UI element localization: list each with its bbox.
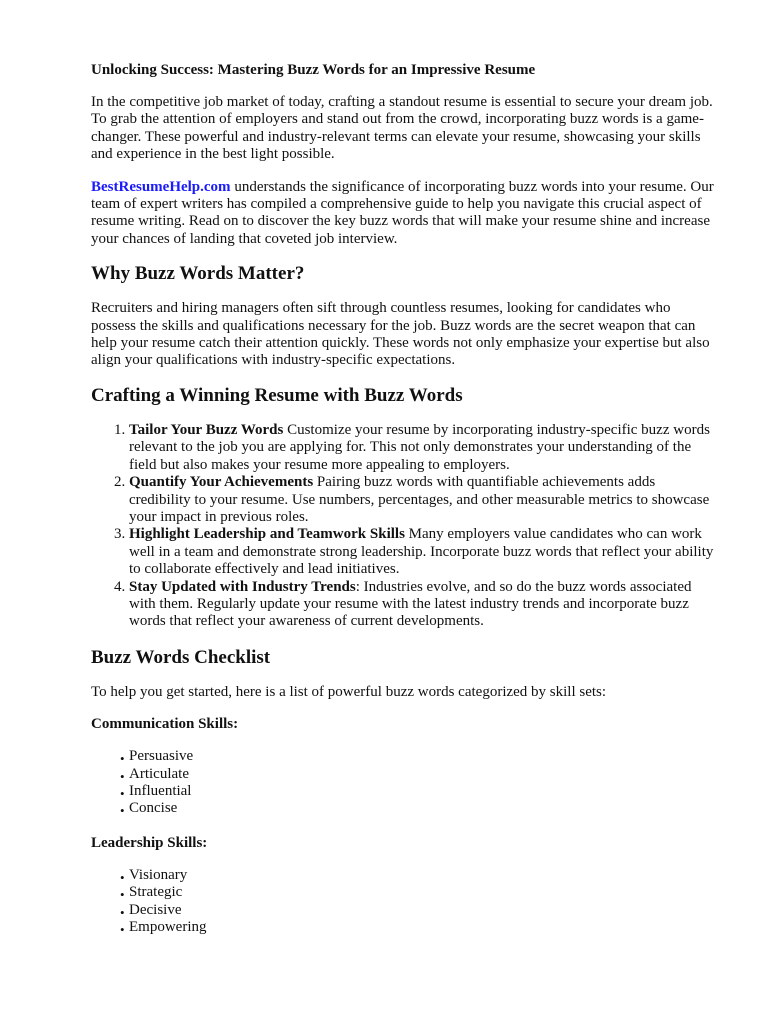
checklist-heading: Buzz Words Checklist <box>91 646 271 668</box>
crafting-heading: Crafting a Winning Resume with Buzz Words <box>91 384 463 406</box>
list-item <box>129 579 716 631</box>
list-item: • Decisive <box>129 902 716 919</box>
checklist-intro: To help you get started, here is a list of powerful buzz words categorized by skill sets: <box>91 683 607 700</box>
communication-heading: Communication Skills: <box>91 716 239 733</box>
list-item <box>129 422 716 474</box>
list-item: • Empowering <box>129 919 716 936</box>
company-link[interactable]: BestResumeHelp.com <box>91 178 231 195</box>
list-item-text: : Industries evolve, and so do the buzz words associated with them. Regularly update your resume with the latest industry trends and incorporate buzz words that reflect your awareness of current developments. <box>129 578 692 630</box>
list-item <box>129 526 716 578</box>
list-item: • Visionary <box>129 867 716 884</box>
company-paragraph-text: understands the significance of incorporating buzz words into your resume. Our team of expert writers has compiled a comprehensive guide to help you navigate this crucial aspect of resume writing. Read on to discover the key buzz words that will make your resume shine and increase your chances of landing that coveted job interview. <box>91 178 714 247</box>
company-paragraph <box>91 179 716 249</box>
leadership-list <box>91 867 716 937</box>
list-item <box>129 474 716 526</box>
communication-list <box>91 748 716 818</box>
list-item-text: Pairing buzz words with quantifiable achievements adds credibility to your resume. Use numbers, percentages, and other measurable metrics to showcase your impact in previous roles. <box>129 474 710 525</box>
document-title: Unlocking Success: Mastering Buzz Words for an Impressive Resume <box>91 62 536 78</box>
leadership-heading: Leadership Skills: <box>91 834 208 851</box>
list-item: • Articulate <box>129 766 716 783</box>
list-item-title: Stay Updated with Industry Trends <box>129 578 356 595</box>
list-item-title: Tailor Your Buzz Words <box>129 421 284 438</box>
list-item: • Strategic <box>129 884 716 901</box>
list-item-text: Many employers value candidates who can work well in a team and demonstrate strong leadership. Incorporate buzz words that reflect your ability to collaborate effectively and lead initiatives. <box>129 526 714 578</box>
list-item-title: Highlight Leadership and Teamwork Skills <box>129 526 405 543</box>
list-item: • Influential <box>129 783 716 800</box>
why-heading: Why Buzz Words Matter? <box>91 263 305 285</box>
list-item: • Concise <box>129 800 716 817</box>
why-paragraph: Recruiters and hiring managers often sift through countless resumes, looking for candidates who possess the skills and qualifications necessary for the job. Buzz words are the secret weapon that can help your resume catch their attention quickly. These words not only emphasize your expertise but also align your qualifications with industry-specific expectations. <box>91 300 710 369</box>
intro-paragraph: In the competitive job market of today, crafting a standout resume is essential to secure your dream job. To grab the attention of employers and stand out from the crowd, incorporating buzz words is a game-changer. These powerful and industry-relevant terms can elevate your resume, showcasing your skills and experience in the best light possible. <box>91 94 713 163</box>
list-item-text: Customize your resume by incorporating industry-specific buzz words relevant to the job you are applying for. This not only demonstrates your understanding of the field but also makes your resume more appealing to employers. <box>129 421 710 473</box>
crafting-list <box>91 422 716 631</box>
list-item-title: Quantify Your Achievements <box>129 474 314 491</box>
list-item: • Persuasive <box>129 748 716 765</box>
